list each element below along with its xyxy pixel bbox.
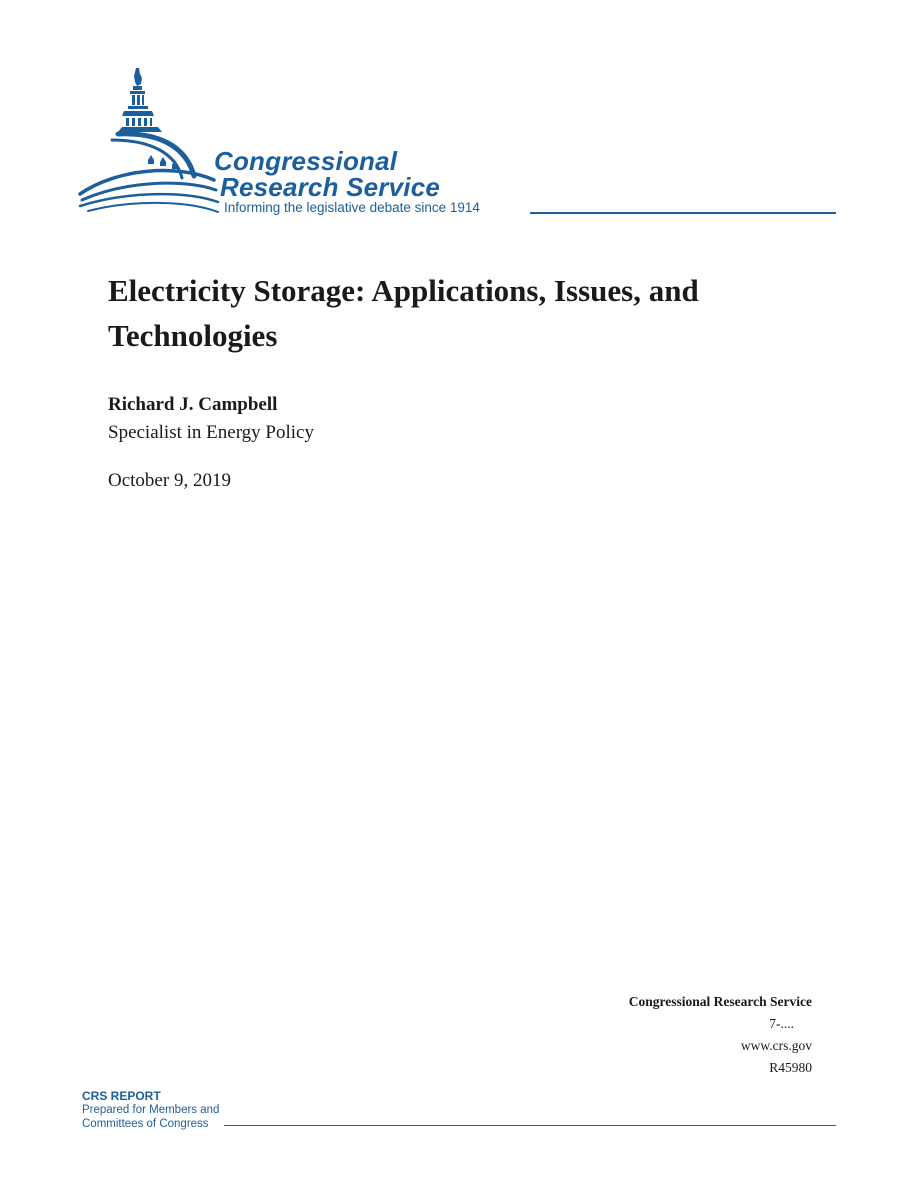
logo-tagline: Informing the legislative debate since 1914	[224, 200, 480, 215]
header-rule	[530, 212, 836, 214]
footer-rule	[224, 1125, 836, 1126]
crs-logo	[78, 64, 838, 224]
footer-line-2: Committees of Congress	[82, 1118, 209, 1130]
publication-date: October 9, 2019	[108, 470, 231, 491]
report-number: R45980	[769, 1060, 812, 1075]
author-role: Specialist in Energy Policy	[108, 422, 314, 443]
footer-line-1: Prepared for Members and	[82, 1104, 220, 1116]
capitol-dome-icon	[78, 64, 220, 216]
logo-text-line-2: Research Service	[220, 172, 441, 202]
author-name: Richard J. Campbell	[108, 394, 278, 415]
publisher-url: www.crs.gov	[740, 1038, 812, 1053]
publisher-org: Congressional Research Service	[628, 994, 812, 1009]
publisher-info	[629, 991, 812, 1079]
footer-label: CRS REPORT	[82, 1089, 161, 1103]
publisher-code: 7-....	[769, 1016, 794, 1031]
report-title: Electricity Storage: Applications, Issues, and Technologies	[108, 273, 699, 353]
footer	[82, 1089, 836, 1133]
logo-text-line-1: Congressional	[214, 146, 398, 176]
